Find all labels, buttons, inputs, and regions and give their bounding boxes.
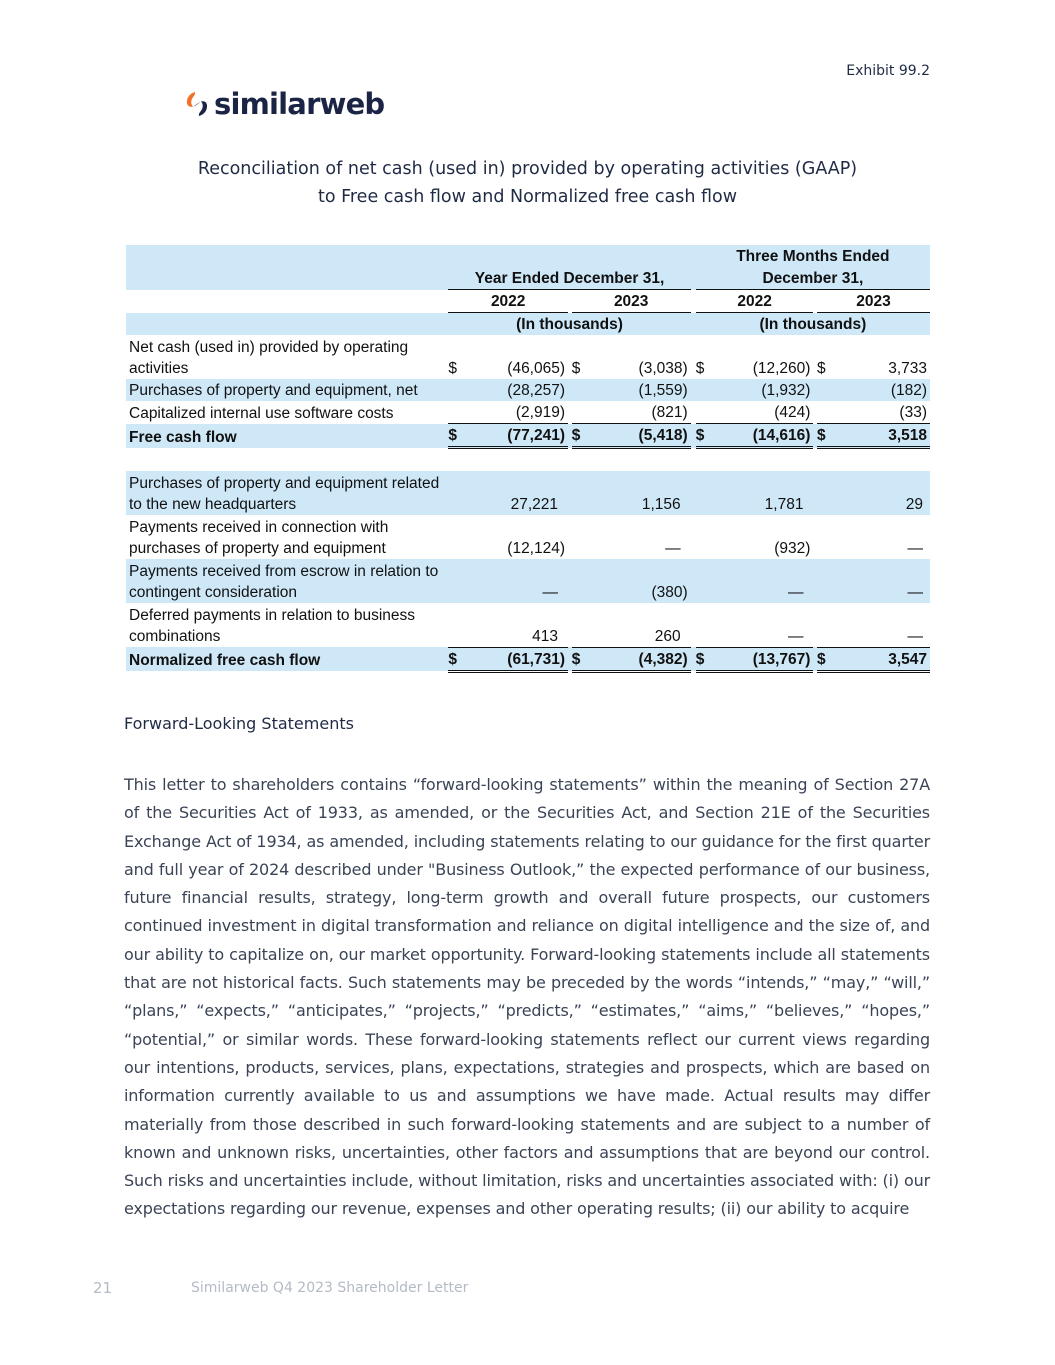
row-label: Deferred payments in relation to business combinations — [129, 607, 416, 645]
cell-value: — — [462, 559, 568, 603]
header-row-1 — [126, 245, 930, 267]
cell-value: (12,124) — [507, 540, 566, 557]
row-label: Purchases of property and equipment, net — [126, 379, 445, 401]
cell-value: (33) — [830, 401, 930, 424]
cell-value: (932) — [774, 540, 811, 557]
cell-value: (28,257) — [462, 379, 568, 401]
three-months-header-line1: Three Months Ended — [696, 245, 930, 267]
cell-value: — — [665, 540, 681, 557]
page-number: 21 — [93, 1279, 113, 1297]
cell-value: (5,418) — [585, 424, 690, 448]
cell-value: 260 — [585, 603, 690, 647]
cell-value: 1,156 — [585, 471, 690, 515]
cell-value: 3,547 — [830, 647, 930, 671]
cell-value: (182) — [830, 379, 930, 401]
currency-sign: $ — [448, 424, 462, 448]
cell-value: 27,221 — [462, 471, 568, 515]
cell-value: (1,559) — [585, 379, 690, 401]
currency-sign: $ — [817, 647, 830, 671]
cell-value: 3,733 — [888, 360, 927, 377]
cell-value: (12,260) — [752, 360, 811, 377]
cell-value: — — [830, 603, 930, 647]
currency-sign: $ — [572, 647, 586, 671]
col-header-2023-year: 2023 — [572, 290, 691, 313]
body-paragraph: This letter to shareholders contains “forward-looking statements” within the meaning of Section 27A of the Securities Act of 1933, as amended, or the Securities Act, and Section 21E of the Securities Exchange Act of 1934, as amended, including statements relating to our guidance for the first quarter and full year of 2024 described under "Business Outlook,” the expected performance of our business, future financial results, strategy, long-term growth and overall future prospects, our customers continued investment in digital transformation and reliance on digital intelligence and the size of, and our ability to capitalize on, our market opportunity. Forward-looking statements include all statements that are not historical facts. Such statements may be preceded by the words “intends,” “may,” “will,” “plans,” “expects,” “anticipates,” “projects,” “predicts,” “estimates,” “aims,” “believes,” “hopes,” “potential,” or similar words. These forward-looking statements reflect our current views regarding our intentions, products, services, plans, expectations, strategies and prospects, which are based on information currently available to us and assumptions we have made. Actual results may differ materially from those described in such forward-looking statements and are subject to a number of known and unknown risks, uncertainties, other factors and assumptions that are beyond our control. Such risks and uncertainties include, without limitation, risks and uncertainties associated with: (i) our expectations regarding our revenue, expenses and other operating results; (ii) our ability to acquire — [124, 775, 930, 1219]
table-row — [126, 559, 930, 603]
row-label: Payments received from escrow in relation to contingent consideration — [126, 559, 445, 603]
currency-sign: $ — [696, 424, 709, 448]
cell-value: — — [709, 603, 813, 647]
col-header-2022-year: 2022 — [448, 290, 568, 313]
three-months-header-line2: December 31, — [696, 267, 930, 290]
table-row — [126, 515, 930, 559]
title-line-1: Reconciliation of net cash (used in) provided by operating activities (GAAP) — [197, 159, 858, 179]
currency-sign: $ — [572, 424, 586, 448]
similarweb-logo — [186, 86, 384, 122]
header-row-units — [126, 313, 930, 336]
currency-sign: $ — [448, 360, 457, 377]
header-row-years — [126, 290, 930, 313]
section-heading: Forward-Looking Statements — [124, 714, 354, 733]
exhibit-label: Exhibit 99.2 — [846, 63, 930, 79]
units-label-quarter: (In thousands) — [696, 313, 930, 336]
currency-sign: $ — [817, 424, 830, 448]
cell-value: (380) — [585, 559, 690, 603]
cell-value: (61,731) — [462, 647, 568, 671]
row-label: Net cash (used in) provided by operating activities — [129, 339, 409, 377]
cell-value: (46,065) — [507, 360, 566, 377]
header-row-2 — [126, 267, 930, 290]
col-header-2023-quarter: 2023 — [817, 290, 930, 313]
logo-wordmark: similarweb — [214, 87, 385, 121]
cell-value: (821) — [585, 401, 690, 424]
cell-value: — — [709, 559, 813, 603]
page-title — [0, 155, 1055, 211]
cell-value: — — [830, 559, 930, 603]
cell-value: (424) — [709, 401, 813, 424]
units-label-year: (In thousands) — [448, 313, 690, 336]
table-spacer — [126, 448, 930, 472]
reconciliation-table — [126, 245, 930, 673]
table-row — [126, 603, 930, 647]
cell-value: (4,382) — [585, 647, 690, 671]
row-label: Purchases of property and equipment related to the new headquarters — [126, 471, 445, 515]
table-row — [126, 335, 930, 379]
currency-sign: $ — [695, 360, 705, 377]
table-row-total — [126, 647, 930, 671]
table-row-total — [126, 424, 930, 448]
cell-value: (14,616) — [709, 424, 813, 448]
row-label: Free cash flow — [126, 424, 445, 448]
footer-title: Similarweb Q4 2023 Shareholder Letter — [191, 1280, 469, 1296]
row-label: Capitalized internal use software costs — [129, 404, 394, 422]
similarweb-logo-icon — [186, 90, 208, 118]
cell-value: — — [907, 540, 923, 557]
currency-sign: $ — [448, 647, 462, 671]
currency-sign: $ — [571, 360, 581, 377]
row-label: Normalized free cash flow — [126, 647, 445, 671]
table-row — [126, 379, 930, 401]
cell-value: 413 — [462, 603, 568, 647]
title-line-2: to Free cash flow and Normalized free cash flow — [317, 187, 738, 207]
currency-sign: $ — [816, 360, 826, 377]
cell-value: 3,518 — [830, 424, 930, 448]
cell-value: (77,241) — [462, 424, 568, 448]
table-row — [126, 471, 930, 515]
cell-value: (13,767) — [709, 647, 813, 671]
cell-value: (3,038) — [638, 360, 688, 377]
row-label: Payments received in connection with purchases of property and equipment — [129, 519, 389, 557]
table-row — [126, 401, 930, 424]
col-header-2022-quarter: 2022 — [696, 290, 814, 313]
cell-value: 1,781 — [709, 471, 813, 515]
year-ended-header: Year Ended December 31, — [448, 267, 690, 290]
cell-value: (2,919) — [462, 401, 568, 424]
cell-value: 29 — [830, 471, 930, 515]
cell-value: (1,932) — [709, 379, 813, 401]
currency-sign: $ — [696, 647, 709, 671]
